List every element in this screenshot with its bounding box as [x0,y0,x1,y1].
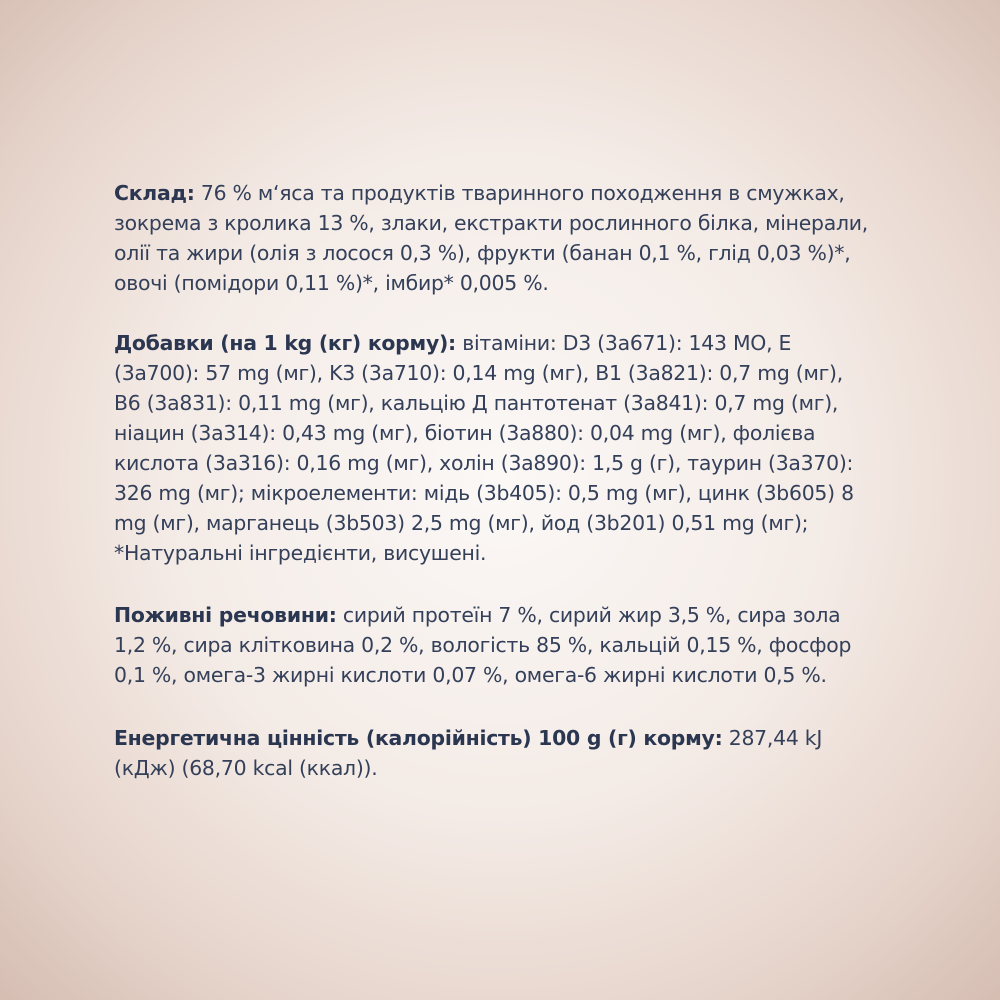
nutrients-section [114,600,874,690]
composition-section [114,178,874,298]
additives-label: Добавки (на 1 kg (кг) корму): [114,331,456,355]
energy-label: Енергетична цінність (калорійність) 100 g (г) корму: [114,726,723,750]
additives-text: вітаміни: D3 (3a671): 143 МО, E (3a700): 57 mg (мг), K3 (3a710): 0,14 mg (мг), B1 (3a821): 0,7 mg (мг), B6 (3a831): 0,11 mg (мг), кальцію Д пантотенат (3a841): 0,7 mg (мг), ніацин (3a314): 0,43 mg (мг), біотин (3a880): 0,04 mg (мг), фолієва кислота (3a316): 0,16 mg (мг), холін (3a890): 1,5 g (г), таурин (3a370): 326 mg (мг); мікроелементи: мідь (3b405): 0,5 mg (мг), цинк (3b605) 8 mg (мг), марганець (3b503) 2,5 mg (мг), йод (3b201) 0,51 mg (мг); *Натуральні інгредієнти, висушені. [114,331,854,565]
energy-text: 287,44 kJ (кДж) (68,70 kcal (ккал)). [114,726,823,780]
composition-text: 76 % м‘яса та продуктів тваринного походження в смужках, зокрема з кролика 13 %, злаки, екстракти рослинного білка, мінерали, олії та жири (олія з лосося 0,3 %), фрукти (банан 0,1 %, глід 0,03 %)*, овочі (помідори 0,11 %)*, імбир* 0,005 %. [114,181,869,295]
composition-label: Склад: [114,181,195,205]
ingredients-panel [114,178,874,783]
nutrients-text: сирий протеїн 7 %, сирий жир 3,5 %, сира зола 1,2 %, сира клітковина 0,2 %, вологість 85 %, кальцій 0,15 %, фосфор 0,1 %, омега-3 жирні кислоти 0,07 %, омега-6 жирні кислоти 0,5 %. [114,603,852,687]
energy-section [114,723,874,783]
nutrients-label: Поживні речовини: [114,603,337,627]
additives-section [114,328,874,568]
